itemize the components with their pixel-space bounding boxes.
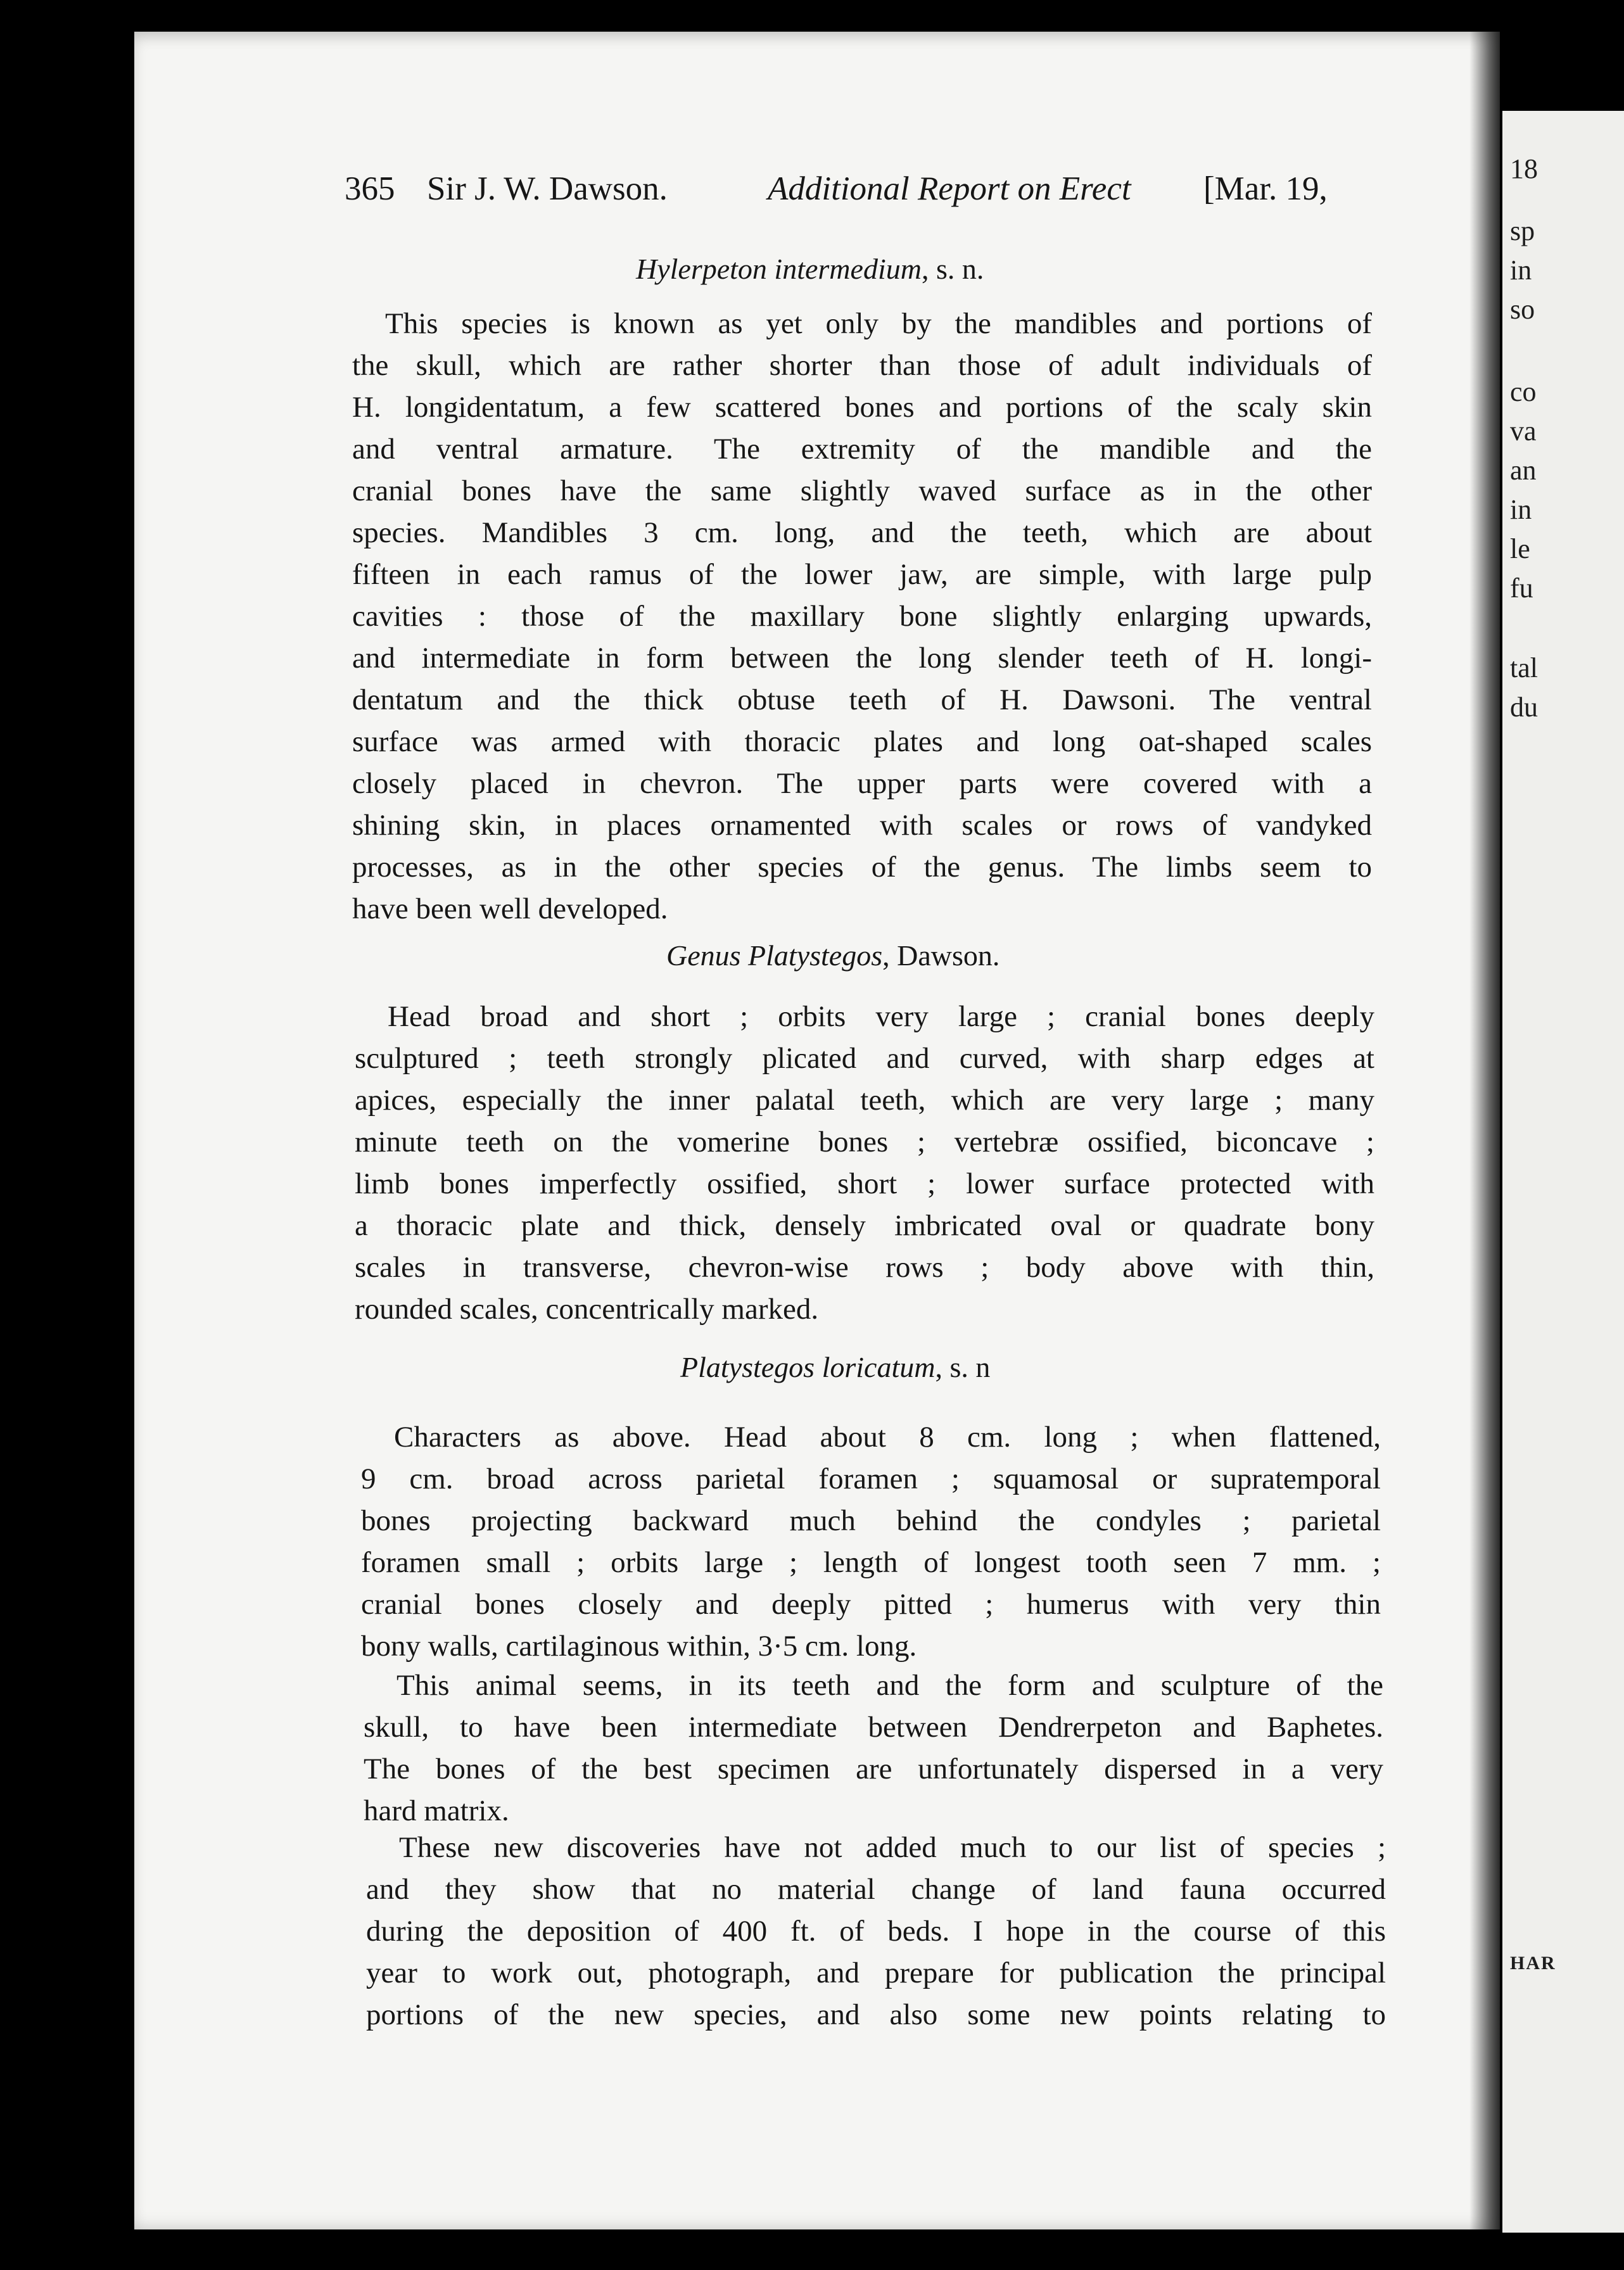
heading-species-name: Hylerpeton intermedium: [636, 253, 922, 285]
text-line: sculptured ; teeth strongly plicated and curved, with sharp edges at: [355, 1042, 1374, 1075]
text-line: and ventral armature. The extremity of the mandible and the: [352, 433, 1372, 466]
text-line: species. Mandibles 3 cm. long, and the teeth, which are about: [352, 516, 1372, 549]
text-line: the skull, which are rather shorter than those of adult individuals of: [352, 349, 1372, 382]
text-line: fifteen in each ramus of the lower jaw, are simple, with large pulp: [352, 558, 1372, 591]
text-line: H. longidentatum, a few scattered bones and portions of the scaly skin: [352, 391, 1372, 424]
text-line: cavities : those of the maxillary bone slightly enlarging upwards,: [352, 600, 1372, 633]
text-line: during the deposition of 400 ft. of beds. I hope in the course of this: [366, 1915, 1386, 1948]
heading-suffix: , s. n.: [921, 253, 984, 285]
text-line: cranial bones closely and deeply pitted ; humerus with very thin: [361, 1588, 1381, 1621]
text-line: apices, especially the inner palatal teeth, which are very large ; many: [355, 1084, 1374, 1117]
fragment-text: in: [1510, 494, 1532, 525]
running-header: [345, 170, 1377, 220]
text-line: have been well developed.: [352, 892, 668, 925]
fragment-text: HAR: [1510, 1953, 1556, 1974]
fragment-text: du: [1510, 692, 1538, 723]
text-line: hard matrix.: [364, 1794, 509, 1827]
section-heading-hylerpeton: [636, 252, 984, 286]
heading-suffix: , Dawson.: [882, 939, 1000, 972]
fragment-text: in: [1510, 255, 1532, 286]
fragment-text: fu: [1510, 573, 1533, 604]
paragraph-loricatum-characters: [361, 1416, 1381, 1667]
fragment-text: sp: [1510, 215, 1535, 246]
text-line: scales in transverse, chevron-wise rows ; body above with thin,: [355, 1251, 1374, 1284]
text-line: Characters as above. Head about 8 cm. long ; when flattened,: [394, 1421, 1381, 1454]
fragment-text: co: [1510, 376, 1537, 407]
text-line: skull, to have been intermediate between Dendrerpeton and Baphetes.: [364, 1711, 1383, 1744]
text-line: This animal seems, in its teeth and the form and sculpture of the: [396, 1669, 1383, 1702]
header-author: Sir J. W. Dawson.: [427, 170, 668, 207]
text-line: surface was armed with thoracic plates and long oat-shaped scales: [352, 725, 1372, 758]
adjacent-page-fragment: [1502, 111, 1624, 2233]
text-line: bony walls, cartilaginous within, 3·5 cm. long.: [361, 1630, 917, 1663]
header-title: Additional Report on Erect: [768, 170, 1131, 207]
text-line: bones projecting backward much behind the condyles ; parietal: [361, 1504, 1381, 1537]
section-heading-platystegos-genus: [666, 939, 999, 972]
text-line: These new discoveries have not added much to our list of species ;: [399, 1831, 1386, 1864]
fragment-text: tal: [1510, 652, 1538, 683]
paragraph-loricatum-remarks: [364, 1664, 1383, 1832]
fragment-text: an: [1510, 455, 1537, 486]
fragment-text: va: [1510, 415, 1537, 447]
text-line: a thoracic plate and thick, densely imbricated oval or quadrate bony: [355, 1209, 1374, 1242]
text-line: minute teeth on the vomerine bones ; vertebræ ossified, biconcave ;: [355, 1125, 1374, 1158]
page-fold-shadow: [1469, 32, 1502, 2229]
text-line: portions of the new species, and also some new points relating to: [366, 1998, 1386, 2031]
text-line: Head broad and short ; orbits very large ; cranial bones deeply: [388, 1000, 1374, 1033]
text-line: The bones of the best specimen are unfortunately dispersed in a very: [364, 1753, 1383, 1785]
text-line: cranial bones have the same slightly waved surface as in the other: [352, 474, 1372, 507]
text-line: and they show that no material change of land fauna occurred: [366, 1873, 1386, 1906]
paragraph-platystegos-genus: [355, 996, 1374, 1330]
paragraph-hylerpeton: [352, 303, 1372, 930]
text-line: shining skin, in places ornamented with scales or rows of vandyked: [352, 809, 1372, 842]
text-line: closely placed in chevron. The upper parts were covered with a: [352, 767, 1372, 800]
heading-suffix: , s. n: [935, 1351, 991, 1383]
text-line: 9 cm. broad across parietal foramen ; squamosal or supratemporal: [361, 1462, 1381, 1495]
text-line: and intermediate in form between the long slender teeth of H. longi-: [352, 642, 1372, 675]
text-line: rounded scales, concentrically marked.: [355, 1293, 819, 1326]
text-line: This species is known as yet only by the mandibles and portions of: [385, 307, 1372, 340]
text-line: foramen small ; orbits large ; length of longest tooth seen 7 mm. ;: [361, 1546, 1381, 1579]
heading-species-name: Platystegos loricatum: [680, 1351, 936, 1383]
section-heading-platystegos-loricatum: [680, 1350, 990, 1384]
text-line: limb bones imperfectly ossified, short ; lower surface protected with: [355, 1167, 1374, 1200]
text-line: dentatum and the thick obtuse teeth of H. Dawsoni. The ventral: [352, 683, 1372, 716]
paragraph-conclusion: [366, 1827, 1386, 2036]
header-date: [Mar. 19,: [1203, 170, 1328, 207]
fragment-text: 18: [1510, 153, 1538, 184]
text-line: year to work out, photograph, and prepare for publication the principal: [366, 1956, 1386, 1989]
heading-genus-name: Genus Platystegos: [666, 939, 883, 972]
text-line: processes, as in the other species of the genus. The limbs seem to: [352, 851, 1372, 884]
fragment-text: so: [1510, 294, 1535, 325]
fragment-text: le: [1510, 533, 1530, 564]
page-number: 365: [345, 170, 395, 207]
